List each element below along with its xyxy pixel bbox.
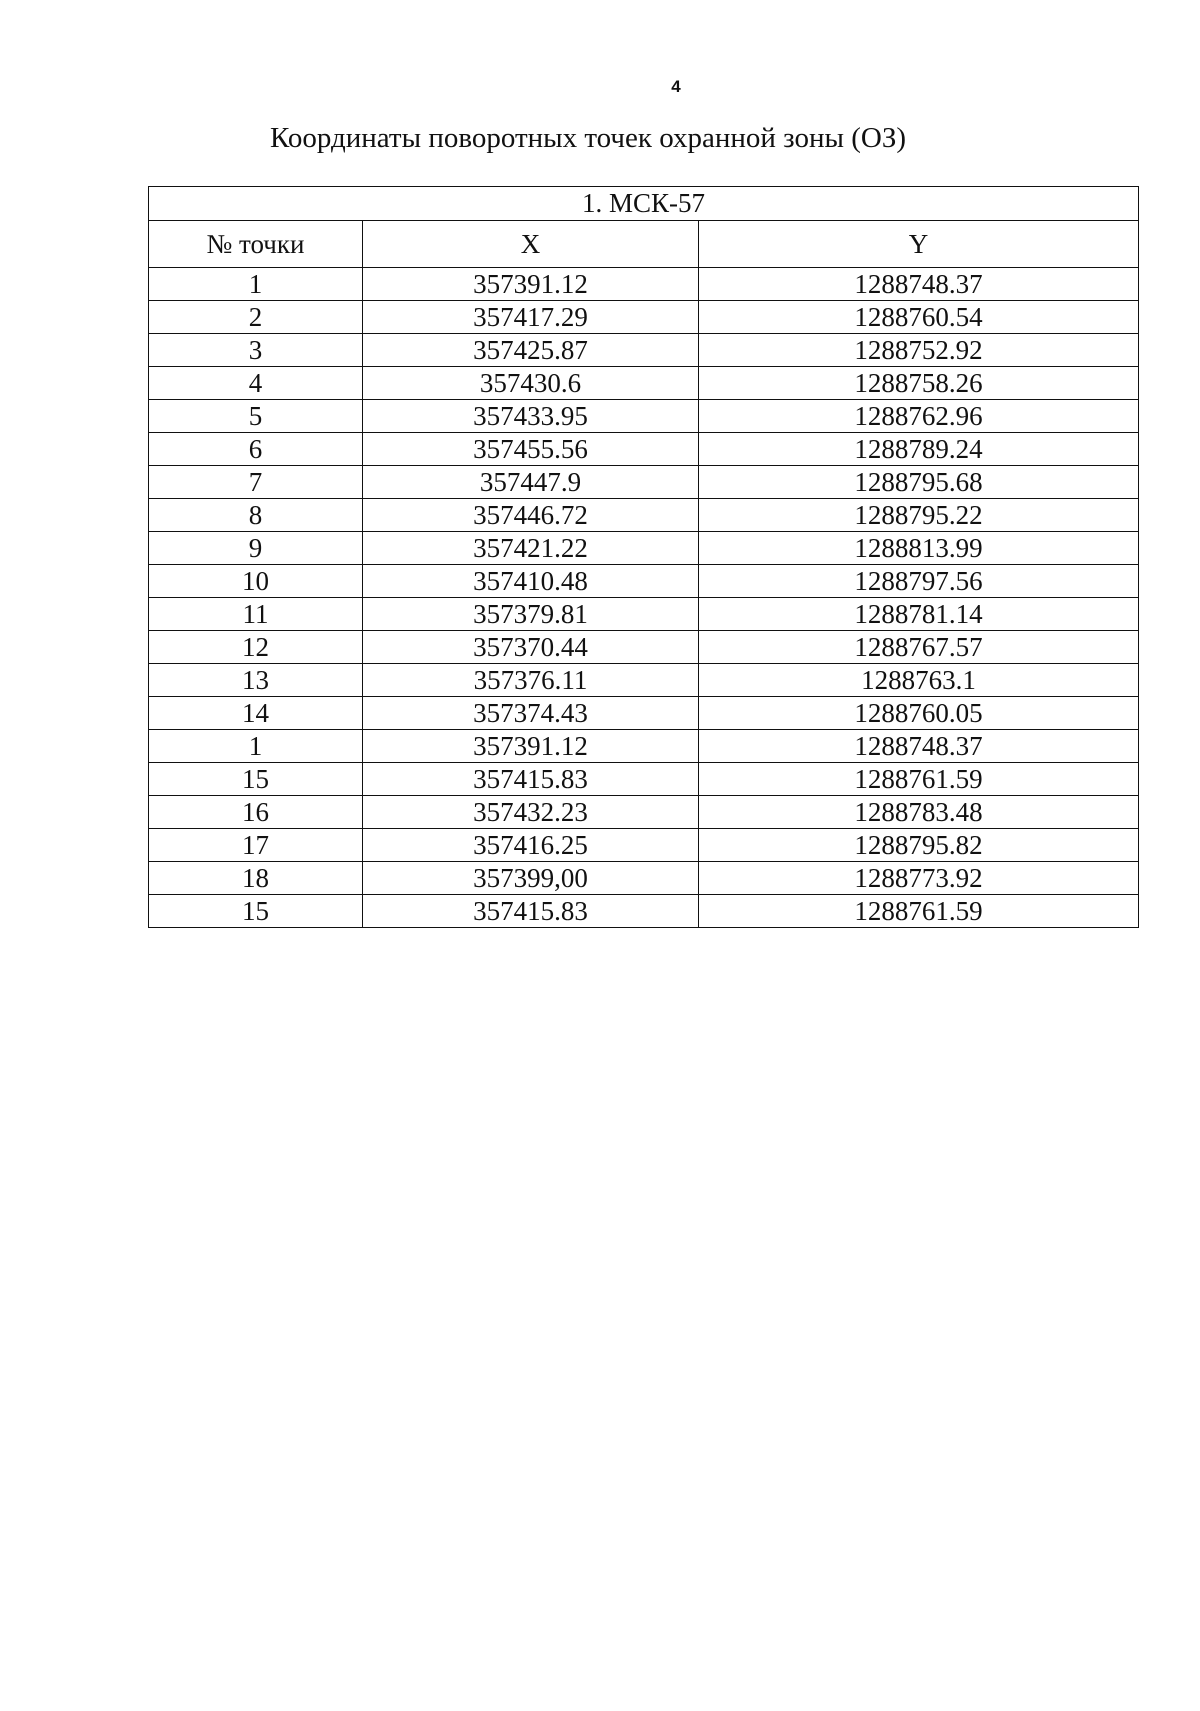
x-coordinate-cell: 357455.56 xyxy=(363,433,699,466)
table-row xyxy=(149,433,1139,466)
point-number-cell: 16 xyxy=(149,796,363,829)
table-row xyxy=(149,895,1139,928)
y-coordinate-cell: 1288763.1 xyxy=(699,664,1139,697)
y-coordinate-cell: 1288767.57 xyxy=(699,631,1139,664)
point-number-cell: 2 xyxy=(149,301,363,334)
y-coordinate-cell: 1288760.54 xyxy=(699,301,1139,334)
point-number-cell: 7 xyxy=(149,466,363,499)
table-row xyxy=(149,862,1139,895)
x-coordinate-cell: 357430.6 xyxy=(363,367,699,400)
y-coordinate-cell: 1288760.05 xyxy=(699,697,1139,730)
point-number-cell: 17 xyxy=(149,829,363,862)
x-header: X xyxy=(363,221,699,268)
y-header: Y xyxy=(699,221,1139,268)
table-row xyxy=(149,367,1139,400)
point-number-cell: 13 xyxy=(149,664,363,697)
coordinates-table xyxy=(148,186,1139,928)
point-number-cell: 14 xyxy=(149,697,363,730)
table-row xyxy=(149,697,1139,730)
table-row xyxy=(149,664,1139,697)
table-row xyxy=(149,763,1139,796)
y-coordinate-cell: 1288748.37 xyxy=(699,730,1139,763)
table-row xyxy=(149,499,1139,532)
table-row xyxy=(149,268,1139,301)
table-row xyxy=(149,301,1139,334)
table-row xyxy=(149,565,1139,598)
y-coordinate-cell: 1288762.96 xyxy=(699,400,1139,433)
y-coordinate-cell: 1288783.48 xyxy=(699,796,1139,829)
y-coordinate-cell: 1288797.56 xyxy=(699,565,1139,598)
y-coordinate-cell: 1288813.99 xyxy=(699,532,1139,565)
point-number-cell: 5 xyxy=(149,400,363,433)
table-row xyxy=(149,400,1139,433)
x-coordinate-cell: 357416.25 xyxy=(363,829,699,862)
x-coordinate-cell: 357433.95 xyxy=(363,400,699,433)
point-number-cell: 18 xyxy=(149,862,363,895)
y-coordinate-cell: 1288795.68 xyxy=(699,466,1139,499)
y-coordinate-cell: 1288761.59 xyxy=(699,895,1139,928)
x-coordinate-cell: 357399,00 xyxy=(363,862,699,895)
x-coordinate-cell: 357374.43 xyxy=(363,697,699,730)
y-coordinate-cell: 1288795.82 xyxy=(699,829,1139,862)
point-number-cell: 11 xyxy=(149,598,363,631)
y-coordinate-cell: 1288781.14 xyxy=(699,598,1139,631)
table-header-row xyxy=(149,221,1139,268)
x-coordinate-cell: 357446.72 xyxy=(363,499,699,532)
y-coordinate-cell: 1288773.92 xyxy=(699,862,1139,895)
coordinate-system-label: 1. МСК-57 xyxy=(149,187,1139,221)
y-coordinate-cell: 1288752.92 xyxy=(699,334,1139,367)
x-coordinate-cell: 357379.81 xyxy=(363,598,699,631)
point-number-cell: 1 xyxy=(149,730,363,763)
x-coordinate-cell: 357425.87 xyxy=(363,334,699,367)
x-coordinate-cell: 357415.83 xyxy=(363,895,699,928)
point-number-cell: 9 xyxy=(149,532,363,565)
page-number: 4 xyxy=(671,77,681,96)
point-number-cell: 12 xyxy=(149,631,363,664)
table-row xyxy=(149,631,1139,664)
y-coordinate-cell: 1288748.37 xyxy=(699,268,1139,301)
point-number-cell: 15 xyxy=(149,895,363,928)
coordinate-system-row xyxy=(149,187,1139,221)
x-coordinate-cell: 357432.23 xyxy=(363,796,699,829)
table-row xyxy=(149,532,1139,565)
x-coordinate-cell: 357376.11 xyxy=(363,664,699,697)
point-number-cell: 8 xyxy=(149,499,363,532)
table-row xyxy=(149,466,1139,499)
table-row xyxy=(149,730,1139,763)
table-row xyxy=(149,334,1139,367)
point-number-cell: 3 xyxy=(149,334,363,367)
x-coordinate-cell: 357391.12 xyxy=(363,730,699,763)
x-coordinate-cell: 357447.9 xyxy=(363,466,699,499)
x-coordinate-cell: 357421.22 xyxy=(363,532,699,565)
point-number-cell: 4 xyxy=(149,367,363,400)
point-number-cell: 6 xyxy=(149,433,363,466)
x-coordinate-cell: 357391.12 xyxy=(363,268,699,301)
table-row xyxy=(149,796,1139,829)
table-row xyxy=(149,829,1139,862)
y-coordinate-cell: 1288795.22 xyxy=(699,499,1139,532)
x-coordinate-cell: 357410.48 xyxy=(363,565,699,598)
x-coordinate-cell: 357417.29 xyxy=(363,301,699,334)
point-number-cell: 1 xyxy=(149,268,363,301)
y-coordinate-cell: 1288789.24 xyxy=(699,433,1139,466)
y-coordinate-cell: 1288761.59 xyxy=(699,763,1139,796)
table-row xyxy=(149,598,1139,631)
x-coordinate-cell: 357370.44 xyxy=(363,631,699,664)
point-number-cell: 15 xyxy=(149,763,363,796)
y-coordinate-cell: 1288758.26 xyxy=(699,367,1139,400)
table-body xyxy=(149,268,1139,928)
x-coordinate-cell: 357415.83 xyxy=(363,763,699,796)
document-title: Координаты поворотных точек охранной зоны (ОЗ) xyxy=(269,122,907,154)
point-number-header: № точки xyxy=(149,221,363,268)
point-number-cell: 10 xyxy=(149,565,363,598)
